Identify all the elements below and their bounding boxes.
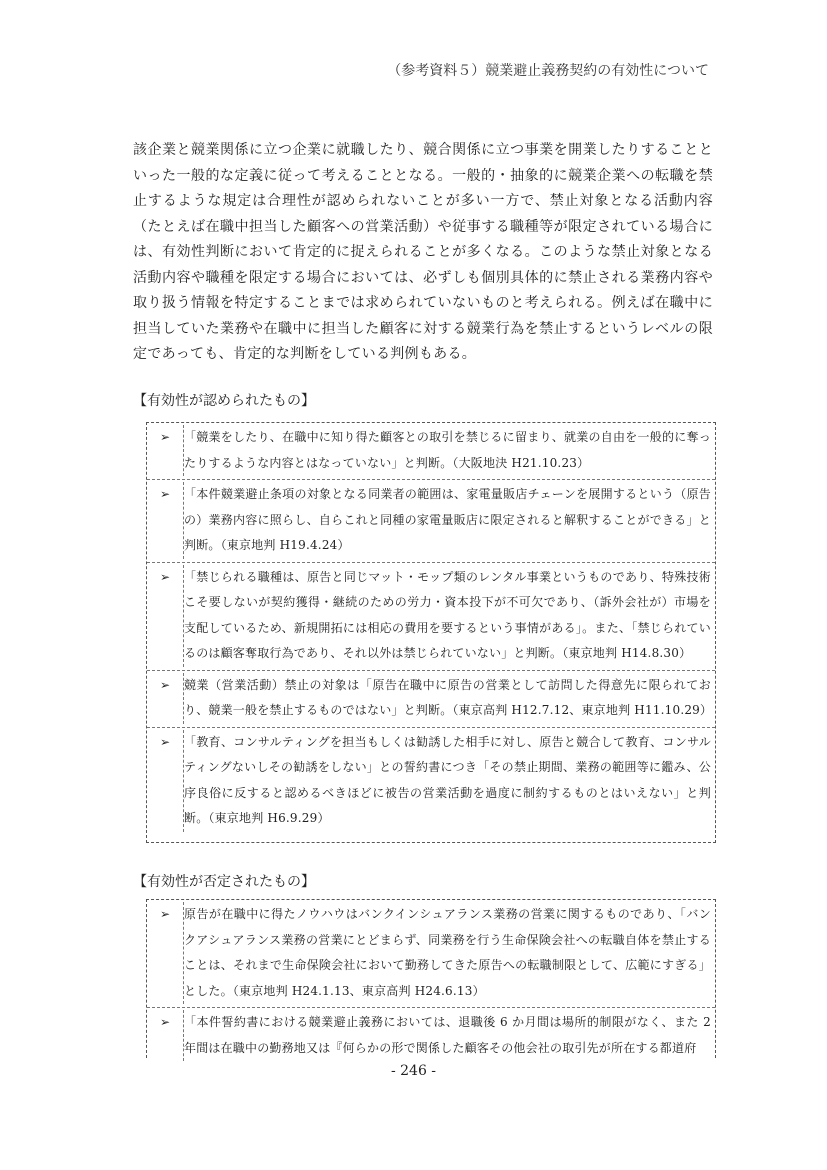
arrow-bullet-icon: ➢ [147,482,184,559]
invalid-cases-box [146,899,716,1058]
arrow-bullet-icon: ➢ [147,673,184,724]
section-heading-invalid: 【有効性が否定されたもの】 [133,874,315,890]
arrow-bullet-icon: ➢ [147,1010,184,1061]
section-heading-valid: 【有効性が認められたもの】 [133,393,315,409]
page-number: - 246 - [390,1063,437,1079]
case-text: 「教育、コンサルティングを担当もしくは勧誘した相手に対し、原告と競合して教育、コンサルティングないしその勧誘をしない」との誓約書につき「その禁止期間、業務の範囲等に鑑み、公序良俗に反すると認めるべきほどに被告の営業活動を過度に制約するものとはいえない」と判断。（東京地判 H6.9.29） [184,734,711,825]
running-header: （参考資料５）競業避止義務契約の有効性について [387,63,709,79]
arrow-bullet-icon: ➢ [147,730,184,832]
case-text: 「競業をしたり、在職中に知り得た顧客との取引を禁じるに留まり、就業の自由を一般的に奪ったりするような内容とはなっていない」と判断。（大阪地決 H21.10.23） [184,430,711,470]
arrow-bullet-icon: ➢ [147,565,184,667]
case-item [147,563,715,671]
case-item [147,671,715,728]
arrow-bullet-icon: ➢ [147,425,184,476]
case-item [147,728,715,835]
case-text: 原告が在職中に得たノウハウはバンクインシュアランス業務の営業に関するものであり、「バンクアシュアランス業務の営業にとどまらず、同業務を行う生命保険会社への転職自体を禁止することは、それまで生命保険会社において勤務してきた原告への転職制限として、広範にすぎる」とした。（東京地判 H24.1.13、東京高判 H24.6.13） [184,907,711,998]
case-text: 「本件競業避止条項の対象となる同業者の範囲は、家電量販店チェーンを展開するという（原告の）業務内容に照らし、自らこれと同種の家電量販店に限定されると解釈することができる」と判断。（東京地判 H19.4.24） [184,487,711,552]
case-text: 「本件誓約書における競業避止義務においては、退職後 6 か月間は場所的制限がなく、また 2 年間は在職中の勤務地又は『何らかの形で関係した顧客その他会社の取引先が所在する都道府 [184,1015,711,1055]
case-item [147,900,715,1008]
case-text: 「禁じられる職種は、原告と同じマット・モップ類のレンタル事業というものであり、特殊技術こそ要しないが契約獲得・継続のための労力・資本投下が不可欠であり、（訴外会社が）市場を支配しているため、新規開拓には相応の費用を要するという事情がある」。また、「禁じられているのは顧客奪取行為であり、それ以外は禁じられていない」と判断。（東京地判 H14.8.30） [184,569,711,660]
case-item [147,423,715,480]
arrow-bullet-icon: ➢ [147,902,184,1004]
case-item [147,480,715,563]
intro-paragraph: 該企業と競業関係に立つ企業に就職したり、競合関係に立つ事業を開業したりすることといった一般的な定義に従って考えることとなる。一般的・抽象的に競業企業への転職を禁止するような規定は合理性が認められないことが多い一方で、禁止対象となる活動内容（たとえば在職中担当した顧客への営業活動）や従事する職種等が限定されている場合には、有効性判断において肯定的に捉えられることが多くなる。このような禁止対象となる活動内容や職種を限定する場合においては、必ずしも個別具体的に禁止される業務内容や取り扱う情報を特定することまでは求められていないものと考えられる。例えば在職中に担当していた業務や在職中に担当した顧客に対する競業行為を禁止するというレベルの限定であっても、肯定的な判断をしている判例もある。 [133,142,713,362]
case-text: 競業（営業活動）禁止の対象は「原告在職中に原告の営業として訪問した得意先に限られており、競業一般を禁止するものではない」と判断。（東京高判 H12.7.12、東京地判 H11.10.29） [184,677,713,717]
valid-cases-box [146,422,716,843]
case-item [147,1008,715,1064]
